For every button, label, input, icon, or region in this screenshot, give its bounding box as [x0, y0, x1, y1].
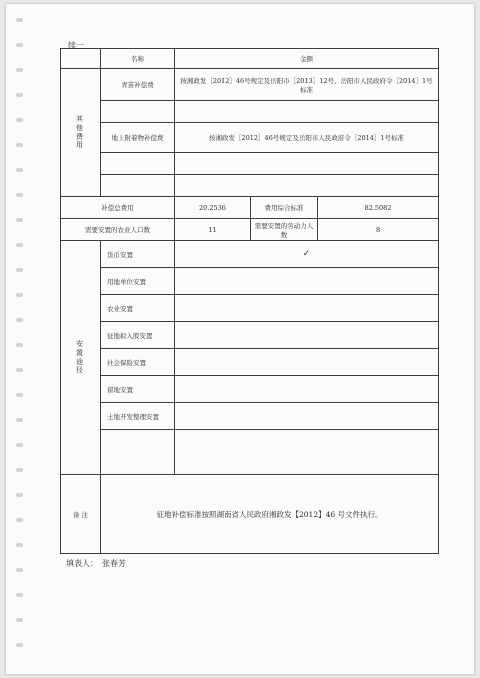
binding-hole	[16, 493, 23, 497]
binding-hole	[16, 618, 23, 622]
total-comp-label: 补偿总费用	[61, 197, 175, 219]
binding-hole	[16, 218, 23, 222]
comp-standard-value: 82.5082	[318, 197, 439, 219]
comp-standard-label: 费用综合标准	[251, 197, 318, 219]
resettlement-item-label: 货币安置	[101, 241, 175, 268]
blank-row	[61, 101, 439, 123]
seedling-fee-row	[61, 69, 439, 101]
blank-row	[61, 430, 439, 475]
binding-hole	[16, 518, 23, 522]
binding-hole	[16, 418, 23, 422]
land-compensation-form	[60, 48, 439, 554]
attachment-fee-row	[61, 123, 439, 153]
binding-hole	[16, 593, 23, 597]
agri-pop-value: 11	[175, 219, 251, 241]
resettlement-row	[61, 241, 439, 268]
blank-row	[61, 153, 439, 175]
binding-hole	[16, 143, 23, 147]
resettlement-item-label: 留地安置	[101, 376, 175, 403]
binding-hole	[16, 93, 23, 97]
binding-hole	[16, 468, 23, 472]
seedling-fee-value: 按湘政发［2012］46号规定及岳阳市［2013］12号、岳阳市人民政府令［2014］1号标准	[175, 69, 439, 101]
col-amount-header: 金额	[175, 49, 439, 69]
total-comp-row	[61, 197, 439, 219]
other-fees-label: 其 他 费 用	[61, 69, 101, 197]
resettlement-item-value	[175, 295, 439, 322]
resettlement-label: 安 置 途 径	[61, 241, 101, 475]
binding-hole	[16, 443, 23, 447]
resettlement-item-value	[175, 268, 439, 295]
binding-hole	[16, 543, 23, 547]
resettlement-row	[61, 376, 439, 403]
resettlement-item-label: 社会保险安置	[101, 349, 175, 376]
blank-row	[61, 175, 439, 197]
seedling-fee-label: 青苗补偿费	[101, 69, 175, 101]
total-comp-value: 20.2536	[175, 197, 251, 219]
binding-hole	[16, 243, 23, 247]
binding-hole	[16, 18, 23, 22]
binding-hole	[16, 568, 23, 572]
resettlement-item-label: 征地拟入股安置	[101, 322, 175, 349]
header-row	[61, 49, 439, 69]
binding-hole	[16, 318, 23, 322]
remarks-value: 征地补偿标准按照湖南省人民政府湘政发【2012】46 号文件执行。	[101, 475, 439, 554]
attachment-fee-value: 按湘政发［2012］46号规定及岳阳市人民政府令［2014］1号标准	[175, 123, 439, 153]
binding-hole	[16, 293, 23, 297]
binding-hole	[16, 168, 23, 172]
binding-hole	[16, 268, 23, 272]
resettlement-row	[61, 322, 439, 349]
resettlement-item-label: 土地开发整理安置	[101, 403, 175, 430]
resettlement-item-label: 农业安置	[101, 295, 175, 322]
binding-hole	[16, 193, 23, 197]
resettlement-row	[61, 403, 439, 430]
binding-hole	[16, 643, 23, 647]
remarks-row	[61, 475, 439, 554]
resettlement-row	[61, 349, 439, 376]
labor-value: 8	[318, 219, 439, 241]
population-row	[61, 219, 439, 241]
binding-hole	[16, 68, 23, 72]
continued-heading: 续一	[68, 41, 84, 50]
remarks-label: 备 注	[61, 475, 101, 554]
resettlement-item-value	[175, 322, 439, 349]
filler-label: 填表人：	[66, 559, 98, 568]
attachment-fee-label: 地上附着物补偿费	[101, 123, 175, 153]
agri-pop-label: 需要安置的农业人口数	[61, 219, 175, 241]
col-name-header: 名称	[101, 49, 175, 69]
binding-hole	[16, 368, 23, 372]
form-filler	[66, 558, 130, 569]
resettlement-item-value	[175, 403, 439, 430]
binding-hole	[16, 43, 23, 47]
resettlement-item-label: 用地单位安置	[101, 268, 175, 295]
resettlement-item-value	[175, 376, 439, 403]
filler-name: 张春芳	[102, 559, 126, 568]
binding-hole	[16, 343, 23, 347]
resettlement-item-value: ✓	[175, 241, 439, 268]
binding-holes	[16, 18, 24, 668]
labor-label: 需要安置的劳动力人数	[251, 219, 318, 241]
resettlement-item-value	[175, 349, 439, 376]
resettlement-row	[61, 295, 439, 322]
binding-hole	[16, 393, 23, 397]
resettlement-row	[61, 268, 439, 295]
binding-hole	[16, 118, 23, 122]
